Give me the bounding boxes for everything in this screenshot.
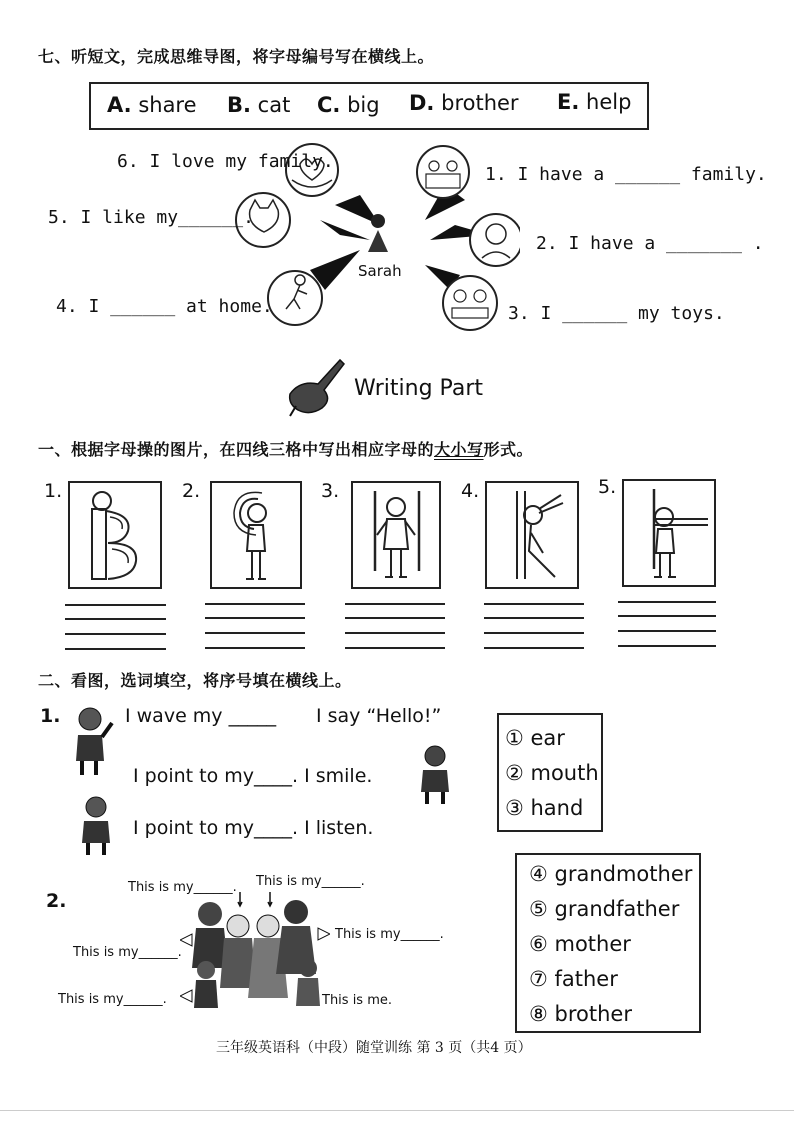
family-label-4: This is my______.: [73, 945, 182, 960]
sentence-4: 4. I ______ at home.: [56, 296, 273, 317]
letter-picture-frame: [68, 481, 162, 589]
section7-heading: 七、听短文，完成思维导图，将字母编号写在横线上。: [38, 47, 435, 66]
q2-number: 2.: [46, 890, 67, 912]
family-picture: [180, 892, 330, 1022]
word-option-2: ② mouth: [505, 761, 599, 785]
writing-grid-2[interactable]: [205, 603, 305, 655]
item-number: 5.: [598, 476, 617, 498]
letter-picture-frame: [351, 481, 441, 589]
q1-number: 1.: [40, 705, 61, 727]
word-option-4: ④ grandmother: [529, 862, 693, 886]
sentence-2: 2. I have a _______ .: [536, 233, 764, 254]
sentence-3: 3. I ______ my toys.: [508, 303, 725, 324]
letter-c-figure-icon: [212, 483, 300, 587]
boy-listening-icon: [78, 795, 114, 857]
letter-picture-frame: [485, 481, 579, 589]
writing-grid-3[interactable]: [345, 603, 445, 655]
letter-picture-frame: [210, 481, 302, 589]
word-option-8: ⑧ brother: [529, 1002, 632, 1026]
word-option-1: ① ear: [505, 726, 565, 750]
letter-picture-frame: [622, 479, 716, 587]
family-label-3: This is my______.: [335, 927, 444, 942]
letter-k-figure-icon: [487, 483, 577, 587]
family-label-1: This is my______.: [128, 880, 237, 895]
option-d: D. brother: [409, 91, 519, 115]
writing-part-title: Writing Part: [354, 376, 483, 401]
sentence-1: 1. I have a ______ family.: [485, 164, 767, 185]
girl-smiling-icon: [417, 744, 453, 806]
item-number: 3.: [321, 480, 340, 502]
center-label-sarah: Sarah: [358, 262, 402, 280]
word-option-6: ⑥ mother: [529, 932, 631, 956]
option-a: A. share: [107, 93, 197, 117]
option-b: B. cat: [227, 93, 291, 117]
item-number: 1.: [44, 480, 63, 502]
word-option-5: ⑤ grandfather: [529, 897, 680, 921]
boy-waving-icon: [70, 705, 116, 777]
word-box-2: [515, 853, 701, 1033]
page-footer: 三年级英语科（中段）随堂训练 第 3 页（共4 页）: [216, 1040, 532, 1056]
item-number: 2.: [182, 480, 201, 502]
q1-line1b: I say “Hello!”: [316, 705, 442, 727]
letter-b-figure-icon: [70, 483, 160, 587]
q1-line2: I point to my____. I smile.: [133, 765, 373, 787]
family-label-6: This is me.: [322, 993, 393, 1008]
item-number: 4.: [461, 480, 480, 502]
part1-heading: 一、根据字母操的图片，在四线三格中写出相应字母的大小写形式。: [38, 440, 534, 459]
options-box: [89, 82, 649, 130]
writing-hand-icon: [282, 354, 352, 420]
writing-grid-4[interactable]: [484, 603, 584, 655]
letter-h-figure-icon: [353, 483, 439, 587]
option-c: C. big: [317, 93, 380, 117]
sentence-6: 6. I love my family.: [117, 151, 334, 172]
family-label-2: This is my______.: [256, 874, 365, 889]
q1-line3: I point to my____. I listen.: [133, 817, 374, 839]
writing-grid-5[interactable]: [618, 601, 716, 653]
page-bottom-divider: [0, 1110, 794, 1111]
word-box-1: [497, 713, 603, 832]
word-option-3: ③ hand: [505, 796, 584, 820]
part2-heading: 二、看图，选词填空，将序号填在横线上。: [38, 671, 352, 690]
letter-f-figure-icon: [624, 481, 714, 585]
writing-grid-1[interactable]: [65, 604, 166, 656]
option-e: E. help: [557, 90, 632, 114]
sentence-5: 5. I like my______.: [48, 207, 254, 228]
family-label-5: This is my______.: [58, 992, 167, 1007]
q1-line1a: I wave my _____: [125, 705, 277, 727]
word-option-7: ⑦ father: [529, 967, 618, 991]
